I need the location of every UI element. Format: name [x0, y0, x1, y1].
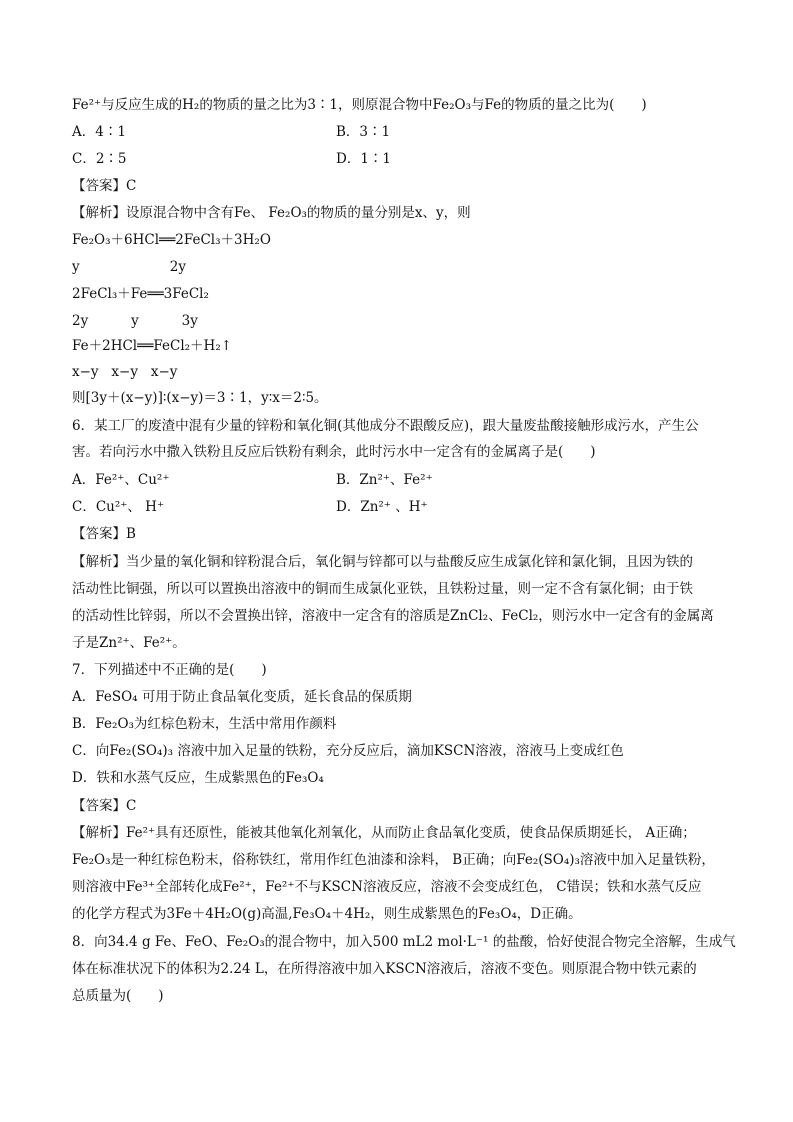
- equation-3: Fe＋2HCl══FeCl₂＋H₂↑: [72, 338, 233, 354]
- equation-3-values: x−y x−y x−y: [72, 364, 178, 380]
- equation-2: 2FeCl₃＋Fe══3FeCl₂: [72, 286, 209, 302]
- q7-explanation-line-1: 【解析】Fe²⁺具有还原性，能被其他氧化剂氧化，从而防止食品氧化变质，使食品保质期延长， A正确；: [72, 825, 696, 841]
- q7-explanation-line-3: 则溶液中Fe³⁺全部转化成Fe²⁺，Fe²⁺不与KSCN溶液反应，溶液不会变成红色， C错误；铁和水蒸气反应: [72, 879, 702, 895]
- q8-stem-line-2: 体在标准状况下的体积为2.24 L，在所得溶液中加入KSCN溶液后，溶液不变色。则原混合物中铁元素的: [72, 961, 697, 977]
- q5-explanation: 【解析】设原混合物中含有Fe、 Fe₂O₃的物质的量分别是x、y，则: [72, 205, 471, 221]
- q5-option-d: D．1∶1: [336, 151, 392, 167]
- q5-option-b: B．3∶1: [336, 124, 391, 140]
- q8-stem-line-1: 8．向34.4 g Fe、FeO、Fe₂O₃的混合物中，加入500 mL2 mol·L⁻¹ 的盐酸，恰好使混合物完全溶解，生成气: [72, 934, 736, 950]
- q6-option-b: B．Zn²⁺、Fe²⁺: [336, 472, 433, 488]
- q6-option-c: C．Cu²⁺、 H⁺: [72, 499, 165, 515]
- q6-stem-line-2: 害。若向污水中撒入铁粉且反应后铁粉有剩余，此时污水中一定含有的金属离子是( ): [72, 444, 596, 460]
- q6-explanation-line-3: 的活动性比锌弱，所以不会置换出锌，溶液中一定含有的溶质是ZnCl₂、FeCl₂，则污水中一定含有的金属离: [72, 608, 714, 624]
- q7-answer: 【答案】C: [72, 798, 137, 814]
- q6-option-d: D．Zn²⁺ 、H⁺: [336, 499, 428, 515]
- equation-1: Fe₂O₃＋6HCl══2FeCl₃＋3H₂O: [72, 232, 271, 248]
- q5-option-a: A．4∶1: [72, 124, 126, 140]
- q7-explanation-line-2: Fe₂O₃是一种红棕色粉末，俗称铁红，常用作红色油漆和涂料， B正确；向Fe₂(SO₄)₃溶液中加入足量铁粉，: [72, 852, 715, 868]
- q5-stem-line: Fe²⁺与反应生成的H₂的物质的量之比为3∶1，则原混合物中Fe₂O₃与Fe的物质的量之比为( ): [72, 97, 647, 113]
- q8-stem-line-3: 总质量为( ): [72, 988, 164, 1004]
- q7-option-c: C．向Fe₂(SO₄)₃ 溶液中加入足量的铁粉，充分反应后，滴加KSCN溶液，溶液马上变成红色: [72, 743, 624, 759]
- q7-option-d: D．铁和水蒸气反应，生成紫黑色的Fe₃O₄: [72, 770, 324, 786]
- q5-option-c: C．2∶5: [72, 151, 127, 167]
- q6-explanation-line-1: 【解析】当少量的氧化铜和锌粉混合后，氧化铜与锌都可以与盐酸反应生成氯化锌和氯化铜，且因为铁的: [72, 554, 693, 570]
- equation-2-values: 2y y 3y: [72, 313, 198, 329]
- q7-option-a: A．FeSO₄ 可用于防止食品氧化变质，延长食品的保质期: [72, 689, 412, 705]
- q6-option-a: A．Fe²⁺、Cu²⁺: [72, 472, 170, 488]
- q6-stem-line-1: 6．某工厂的废渣中混有少量的锌粉和氧化铜(其他成分不跟酸反应)，跟大量废盐酸接触形成污水，产生公: [72, 418, 699, 434]
- q6-explanation-line-4: 子是Zn²⁺、Fe²⁺。: [72, 635, 186, 651]
- q5-answer: 【答案】C: [72, 178, 137, 194]
- q6-explanation-line-2: 活动性比铜强，所以可以置换出溶液中的铜而生成氯化亚铁，且铁粉过量，则一定不含有氯化铜；由于铁: [72, 581, 693, 597]
- q7-option-b: B．Fe₂O₃为红棕色粉末，生活中常用作颜料: [72, 716, 337, 732]
- q7-explanation-line-4: 的化学方程式为3Fe＋4H₂O(g)高温,Fe₃O₄＋4H₂，则生成紫黑色的Fe₃O₄，D正确。: [72, 906, 582, 922]
- equation-1-values: y 2y: [72, 259, 186, 275]
- q6-answer: 【答案】B: [72, 526, 136, 542]
- q7-stem: 7．下列描述中不正确的是( ): [72, 662, 267, 678]
- q5-result: 则[3y＋(x−y)]∶(x−y)＝3∶1，y∶x＝2∶5。: [72, 390, 328, 406]
